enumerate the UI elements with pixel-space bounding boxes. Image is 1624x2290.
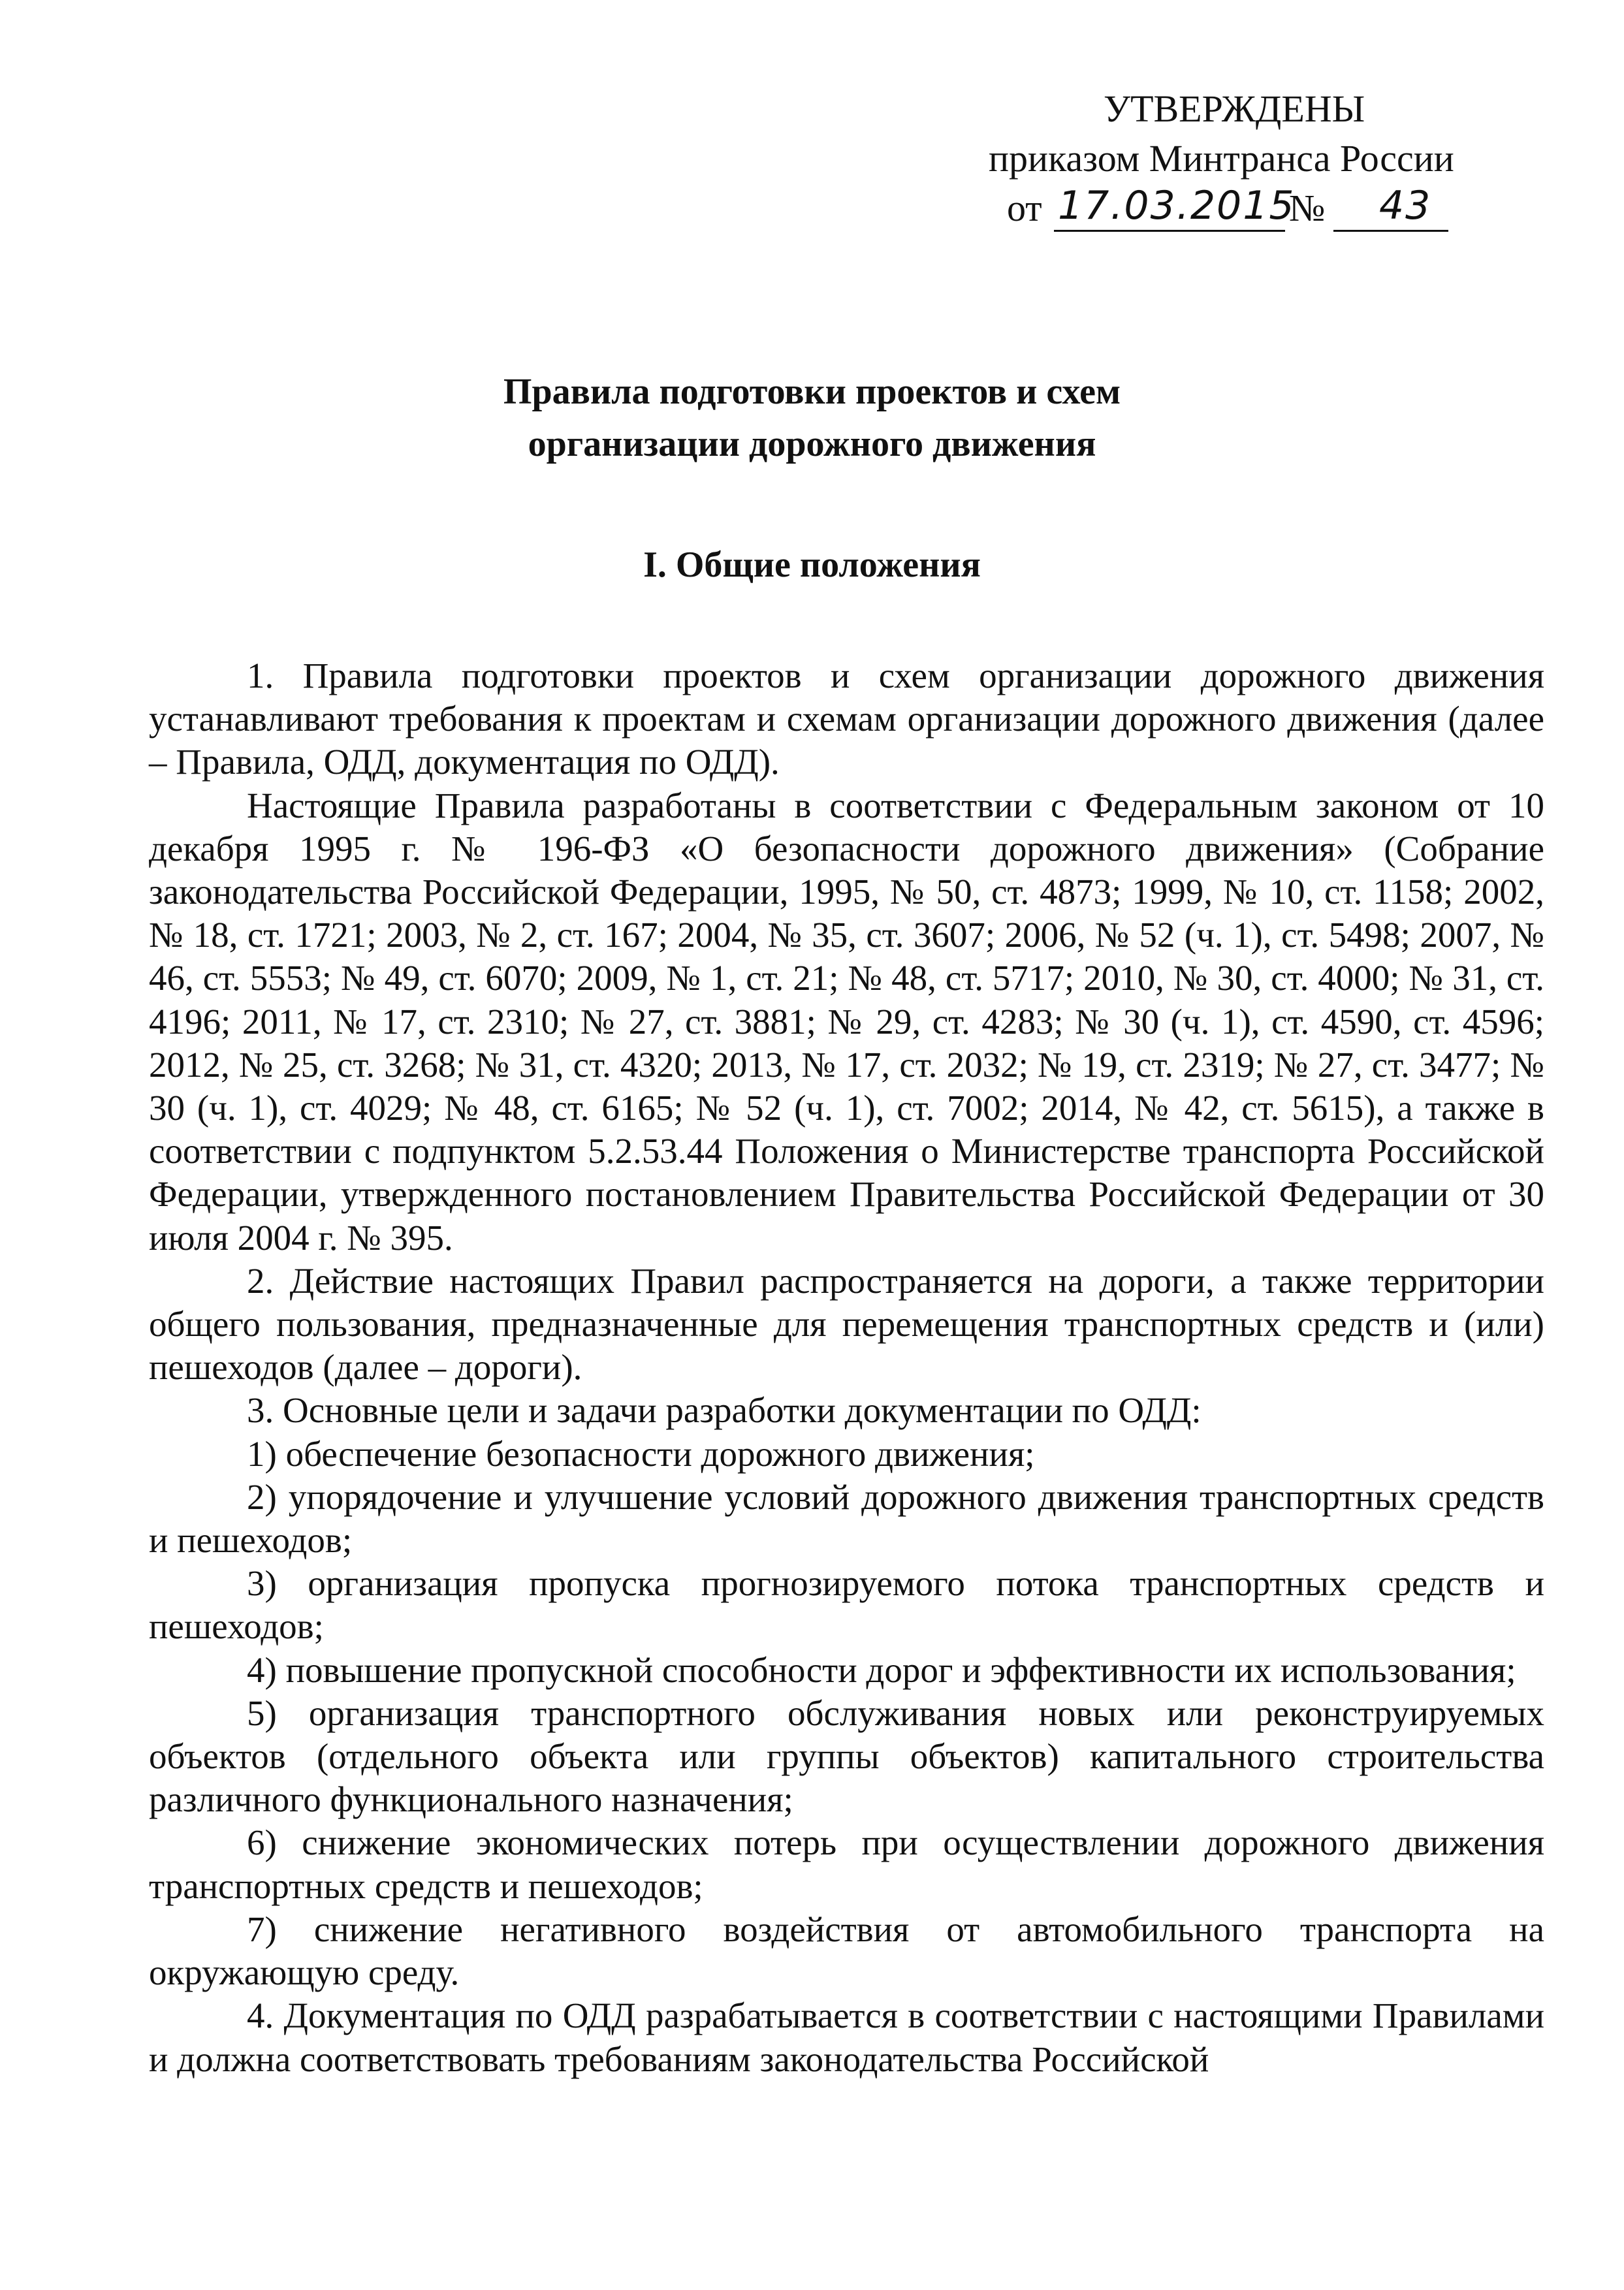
number-underline [1333, 230, 1448, 232]
paragraph-3: 2. Действие настоящих Правил распространяется на дороги, а также территории общего пользования, предназначенные для перемещения транспортных средств и (или) пешеходов (далее – дороги). [149, 1260, 1544, 1388]
paragraph-1: 1. Правила подготовки проектов и схем организации дорожного движения устанавливают требования к проектам и схемам организации дорожного движения (далее – Правила, ОДД, документация по ОДД). [149, 656, 1544, 782]
list-item-2: 2) упорядочение и улучшение условий дорожного движения транспортных средств и пешеходов; [149, 1476, 1544, 1561]
paragraph-5: 4. Документация по ОДД разрабатывается в соответствии с настоящими Правилами и должна соответствовать требованиям законодательства Российской [149, 1996, 1544, 2079]
paragraph-4: 3. Основные цели и задачи разработки документации по ОДД: [247, 1390, 1202, 1431]
document-body [149, 654, 1544, 2081]
list-item-4: 4) повышение пропускной способности дорог и эффективности их использования; [247, 1649, 1516, 1690]
handwritten-date: 17.03.2015 [1058, 183, 1296, 229]
section-heading: I. Общие положения [643, 545, 981, 585]
handwritten-number: 43 [1379, 183, 1432, 229]
list-item-3: 3) организация пропуска прогнозируемого потока транспортных средств и пешеходов; [149, 1563, 1544, 1647]
document-title [0, 366, 1624, 470]
list-item-1: 1) обеспечение безопасности дорожного движения; [247, 1433, 1035, 1474]
document-title-line-1: Правила подготовки проектов и схем [503, 372, 1121, 412]
approval-title: УТВЕРЖДЕНЫ [1104, 87, 1365, 130]
list-item-6: 6) снижение экономических потерь при осуществлении дорожного движения транспортных средств и пешеходов; [149, 1822, 1544, 1906]
document-title-line-2: организации дорожного движения [528, 424, 1096, 464]
date-prefix: от [1007, 187, 1042, 229]
date-underline [1054, 230, 1285, 232]
list-item-7: 7) снижение негативного воздействия от автомобильного транспорта на окружающую среду. [149, 1909, 1544, 1993]
list-item-5: 5) организация транспортного обслуживания новых или реконструируемых объектов (отдельного объекта или группы объектов) капитального строительства различного функционального назначения; [149, 1693, 1544, 1820]
approval-ministry: приказом Минтранса России [989, 137, 1454, 180]
paragraph-2: Настоящие Правила разработаны в соответствии с Федеральным законом от 10 декабря 1995 г. № 196-ФЗ «О безопасности дорожного движения» (Собрание законодательства Российской Федерации, 1995, № 50, ст. 4873; 1999, № 10, ст. 1158; 2002, № 18, ст. 1721; 2003, № 2, ст. 167; 2004, № 35, ст. 3607; 2006, № 52 (ч. 1), ст. 5498; 2007, № 46, ст. 5553; № 49, ст. 6070; 2009, № 1, ст. 21; № 48, ст. 5717; 2010, № 30, ст. 4000; № 31, ст. 4196; 2011, № 17, ст. 2310; № 27, ст. 3881; № 29, ст. 4283; № 30 (ч. 1), ст. 4590, ст. 4596; 2012, № 25, ст. 3268; № 31, ст. 4320; 2013, № 17, ст. 2032; № 19, ст. 2319; № 27, ст. 3477; № 30 (ч. 1), ст. 4029; № 48, ст. 6165; № 52 (ч. 1), ст. 7002; 2014, № 42, ст. 5615), а также в соответствии с подпунктом 5.2.53.44 Положения о Министерстве транспорта Российской Федерации, утвержденного постановлением Правительства Российской Федерации от 30 июля 2004 г. № 395. [149, 785, 1544, 1258]
number-sign: № [1289, 187, 1326, 229]
